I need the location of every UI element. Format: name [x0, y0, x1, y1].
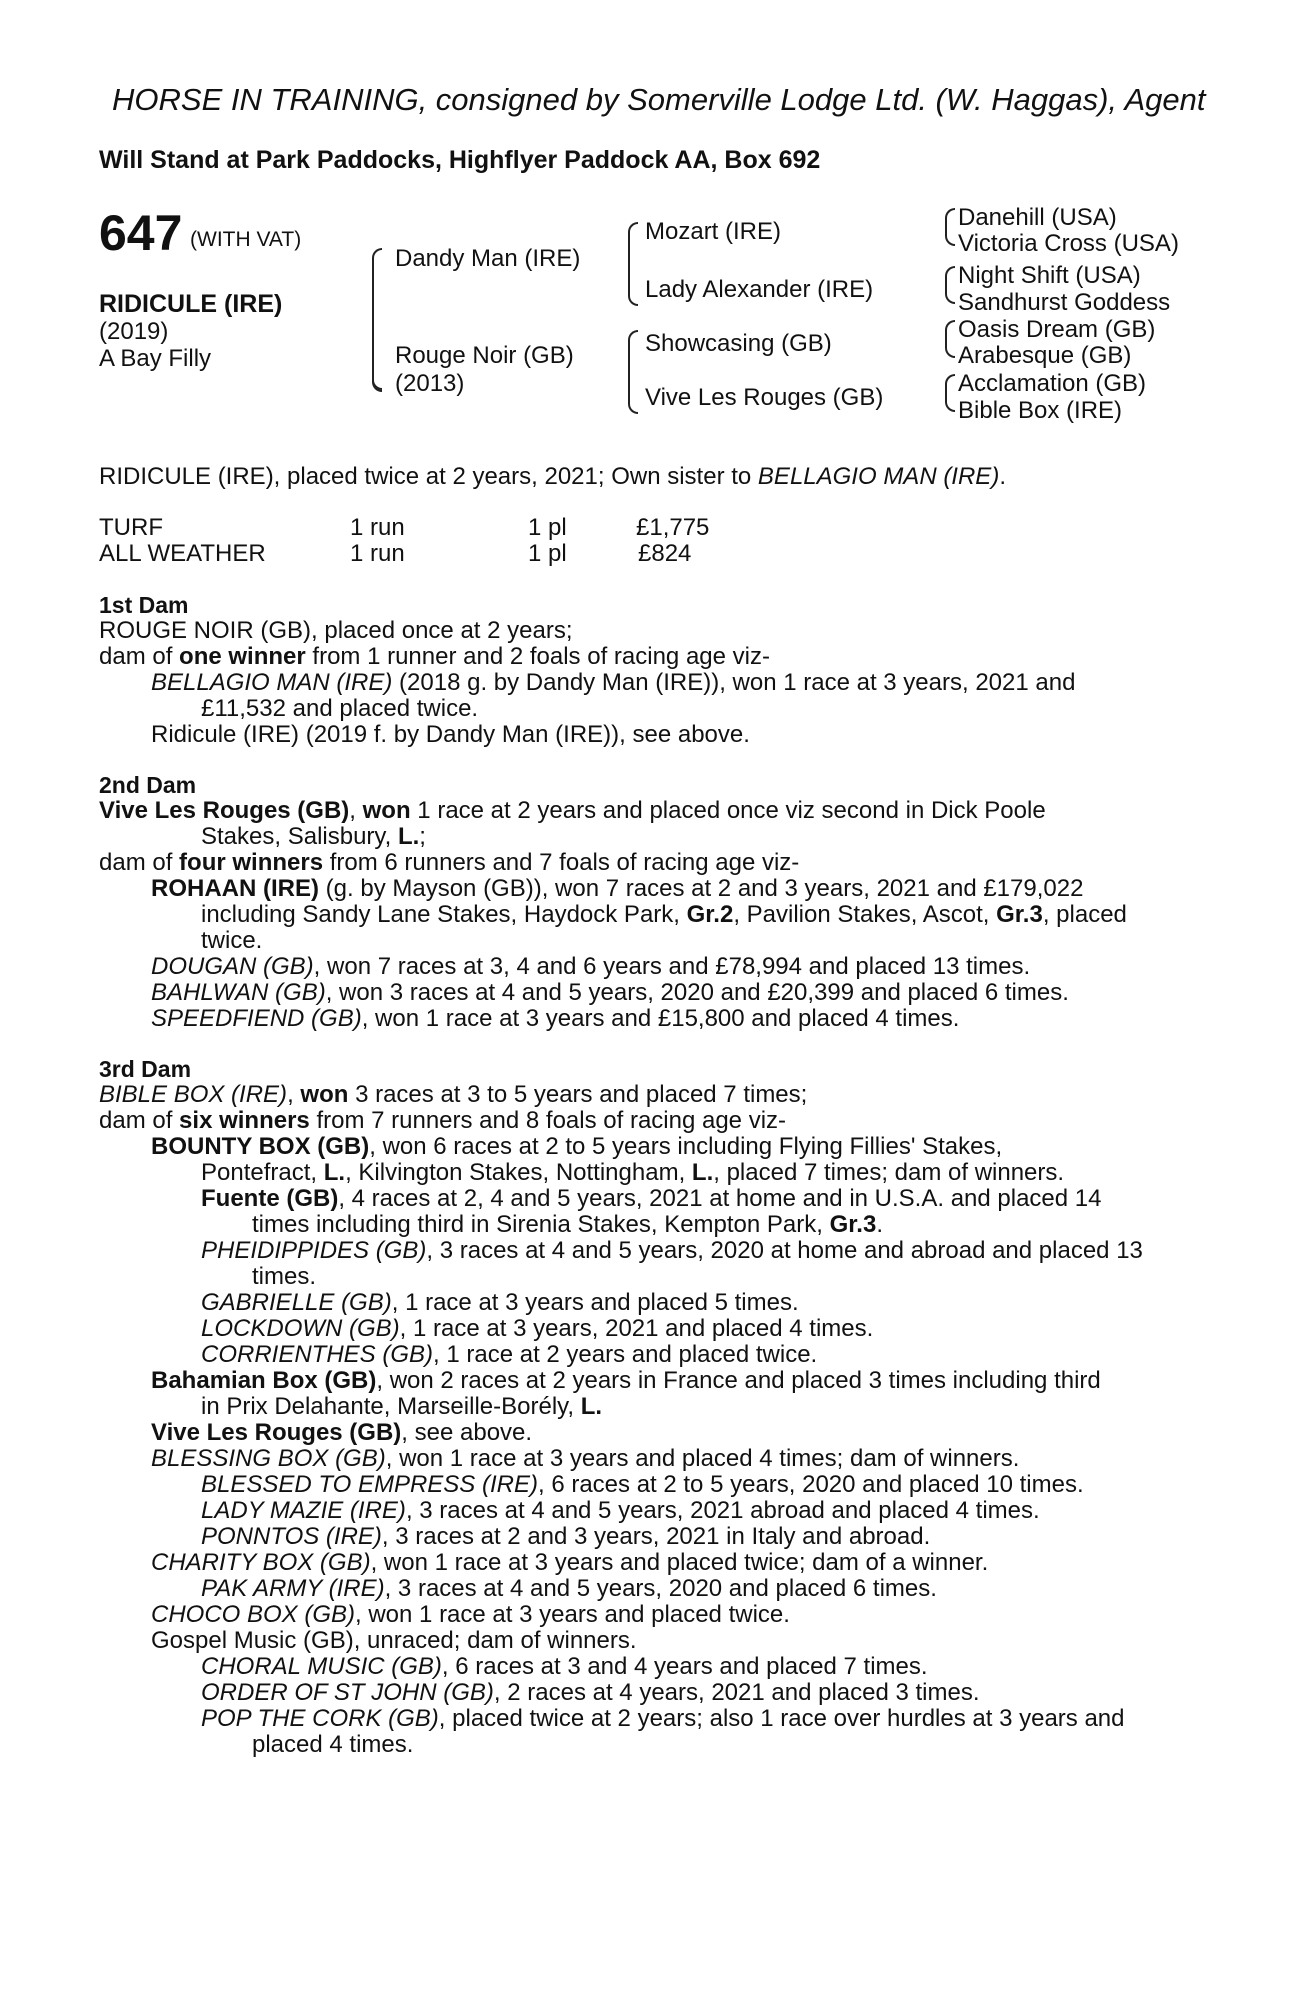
dam-line: SPEEDFIEND (GB), won 1 race at 3 years and £15,800 and placed 4 times. — [151, 1005, 960, 1032]
dam-line: ORDER OF ST JOHN (GB), 2 races at 4 years, 2021 and placed 3 times. — [201, 1679, 980, 1706]
pedigree-g1: Danehill (USA) — [958, 204, 1117, 231]
brace-dam-line — [628, 330, 638, 414]
stand-location: Will Stand at Park Paddocks, Highflyer Paddock AA, Box 692 — [99, 146, 821, 174]
dam-line: PAK ARMY (IRE), 3 races at 4 and 5 years, 2020 and placed 6 times. — [201, 1575, 937, 1602]
dam-line: times including third in Sirenia Stakes, Kempton Park, Gr.3. — [252, 1211, 883, 1238]
pedigree-sire-dam: Lady Alexander (IRE) — [645, 276, 874, 303]
pedigree-dam-year: (2013) — [395, 370, 465, 397]
pedigree-sire: Dandy Man (IRE) — [395, 245, 581, 272]
dam-line: CHOCO BOX (GB), won 1 race at 3 years and placed twice. — [151, 1601, 790, 1628]
dam-line: Bahamian Box (GB), won 2 races at 2 years in France and placed 3 times including third — [151, 1367, 1101, 1394]
dam-line: BOUNTY BOX (GB), won 6 races at 2 to 5 years including Flying Fillies' Stakes, — [151, 1133, 1003, 1160]
dam-line: PONNTOS (IRE), 3 races at 2 and 3 years, 2021 in Italy and abroad. — [201, 1523, 931, 1550]
brace-g4 — [945, 374, 955, 412]
dam-line: Stakes, Salisbury, L.; — [201, 823, 426, 850]
pedigree-sire-sire: Mozart (IRE) — [645, 218, 782, 245]
lot-number: 647 — [99, 205, 183, 261]
horse-name: RIDICULE (IRE) — [99, 290, 283, 318]
dam-line: BELLAGIO MAN (IRE) (2018 g. by Dandy Man (IRE)), won 1 race at 3 years, 2021 and — [151, 669, 1076, 696]
dam-line: PHEIDIPPIDES (GB), 3 races at 4 and 5 years, 2020 at home and abroad and placed 13 — [201, 1237, 1143, 1264]
dam-line: LOCKDOWN (GB), 1 race at 3 years, 2021 and placed 4 times. — [201, 1315, 874, 1342]
dam-line: including Sandy Lane Stakes, Haydock Park, Gr.2, Pavilion Stakes, Ascot, Gr.3, placed — [201, 901, 1127, 928]
dam-line: Ridicule (IRE) (2019 f. by Dandy Man (IRE)), see above. — [151, 721, 750, 748]
dam-line: times. — [252, 1263, 317, 1290]
dam-line: BLESSING BOX (GB), won 1 race at 3 years and placed 4 times; dam of winners. — [151, 1445, 1020, 1472]
pedigree-g3: Night Shift (USA) — [958, 262, 1141, 289]
vat-label: (WITH VAT) — [190, 228, 302, 251]
pedigree-g6: Arabesque (GB) — [958, 342, 1132, 369]
pedigree-dam-dam: Vive Les Rouges (GB) — [645, 384, 884, 411]
horse-year: (2019) — [99, 318, 169, 345]
dam-line: ROUGE NOIR (GB), placed once at 2 years; — [99, 617, 573, 644]
dam-line: GABRIELLE (GB), 1 race at 3 years and placed 5 times. — [201, 1289, 799, 1316]
brace-g3 — [945, 320, 955, 358]
dam-line: placed 4 times. — [252, 1731, 414, 1758]
dam-line: Vive Les Rouges (GB), see above. — [151, 1419, 533, 1446]
dam-line: POP THE CORK (GB), placed twice at 2 years; also 1 race over hurdles at 3 years and — [201, 1705, 1125, 1732]
pedigree-g7: Acclamation (GB) — [958, 370, 1147, 397]
dam-line: ROHAAN (IRE) (g. by Mayson (GB)), won 7 races at 2 and 3 years, 2021 and £179,022 — [151, 875, 1084, 902]
page-title: HORSE IN TRAINING, consigned by Somerville Lodge Ltd. (W. Haggas), Agent — [112, 82, 1206, 117]
section-heading: 2nd Dam — [99, 772, 197, 798]
horse-description: A Bay Filly — [99, 345, 212, 372]
pedigree-dam-sire: Showcasing (GB) — [645, 330, 832, 357]
pedigree-dam: Rouge Noir (GB) — [395, 342, 574, 369]
pedigree-g4: Sandhurst Goddess — [958, 289, 1171, 316]
dam-line: CORRIENTHES (GB), 1 race at 2 years and placed twice. — [201, 1341, 818, 1368]
record-placed: 1 pl — [528, 514, 567, 541]
dam-line: BIBLE BOX (IRE), won 3 races at 3 to 5 years and placed 7 times; — [99, 1081, 808, 1108]
pedigree-g8: Bible Box (IRE) — [958, 397, 1123, 424]
brace-sire-line — [628, 222, 638, 306]
dam-line: BLESSED TO EMPRESS (IRE), 6 races at 2 to 5 years, 2020 and placed 10 times. — [201, 1471, 1084, 1498]
dam-line: Gospel Music (GB), unraced; dam of winners. — [151, 1627, 637, 1654]
brace-g2 — [945, 266, 955, 304]
dam-line: CHORAL MUSIC (GB), 6 races at 3 and 4 years and placed 7 times. — [201, 1653, 928, 1680]
dam-line: in Prix Delahante, Marseille-Borély, L. — [201, 1393, 603, 1420]
dam-line: Vive Les Rouges (GB), won 1 race at 2 years and placed once viz second in Dick Poole — [99, 797, 1046, 824]
section-heading: 1st Dam — [99, 592, 189, 618]
pedigree-g5: Oasis Dream (GB) — [958, 316, 1156, 343]
dam-line: dam of six winners from 7 runners and 8 foals of racing age viz- — [99, 1107, 787, 1134]
dam-line: CHARITY BOX (GB), won 1 race at 3 years and placed twice; dam of a winner. — [151, 1549, 989, 1576]
summary-line: RIDICULE (IRE), placed twice at 2 years, 2021; Own sister to BELLAGIO MAN (IRE). — [99, 463, 1006, 490]
brace-dam — [372, 308, 382, 390]
dam-line: LADY MAZIE (IRE), 3 races at 4 and 5 years, 2021 abroad and placed 4 times. — [201, 1497, 1040, 1524]
record-row: ALL WEATHER — [99, 540, 266, 567]
record-earnings: £1,775 — [636, 514, 710, 541]
record-earnings: £824 — [638, 540, 692, 567]
dam-line: twice. — [201, 927, 263, 954]
record-runs: 1 run — [350, 514, 405, 541]
brace-g1 — [945, 208, 955, 246]
dam-line: dam of one winner from 1 runner and 2 foals of racing age viz- — [99, 643, 770, 670]
record-placed: 1 pl — [528, 540, 567, 567]
dam-line: BAHLWAN (GB), won 3 races at 4 and 5 years, 2020 and £20,399 and placed 6 times. — [151, 979, 1069, 1006]
dam-line: Pontefract, L., Kilvington Stakes, Nottingham, L., placed 7 times; dam of winners. — [201, 1159, 1065, 1186]
record-row: TURF — [99, 514, 163, 541]
dam-line: dam of four winners from 6 runners and 7 foals of racing age viz- — [99, 849, 800, 876]
section-heading: 3rd Dam — [99, 1056, 192, 1082]
pedigree-g2: Victoria Cross (USA) — [958, 230, 1179, 257]
dam-line: DOUGAN (GB), won 7 races at 3, 4 and 6 years and £78,994 and placed 13 times. — [151, 953, 1031, 980]
dam-line: Fuente (GB), 4 races at 2, 4 and 5 years, 2021 at home and in U.S.A. and placed 14 — [201, 1185, 1102, 1212]
dam-line: £11,532 and placed twice. — [201, 695, 479, 722]
record-runs: 1 run — [350, 540, 405, 567]
